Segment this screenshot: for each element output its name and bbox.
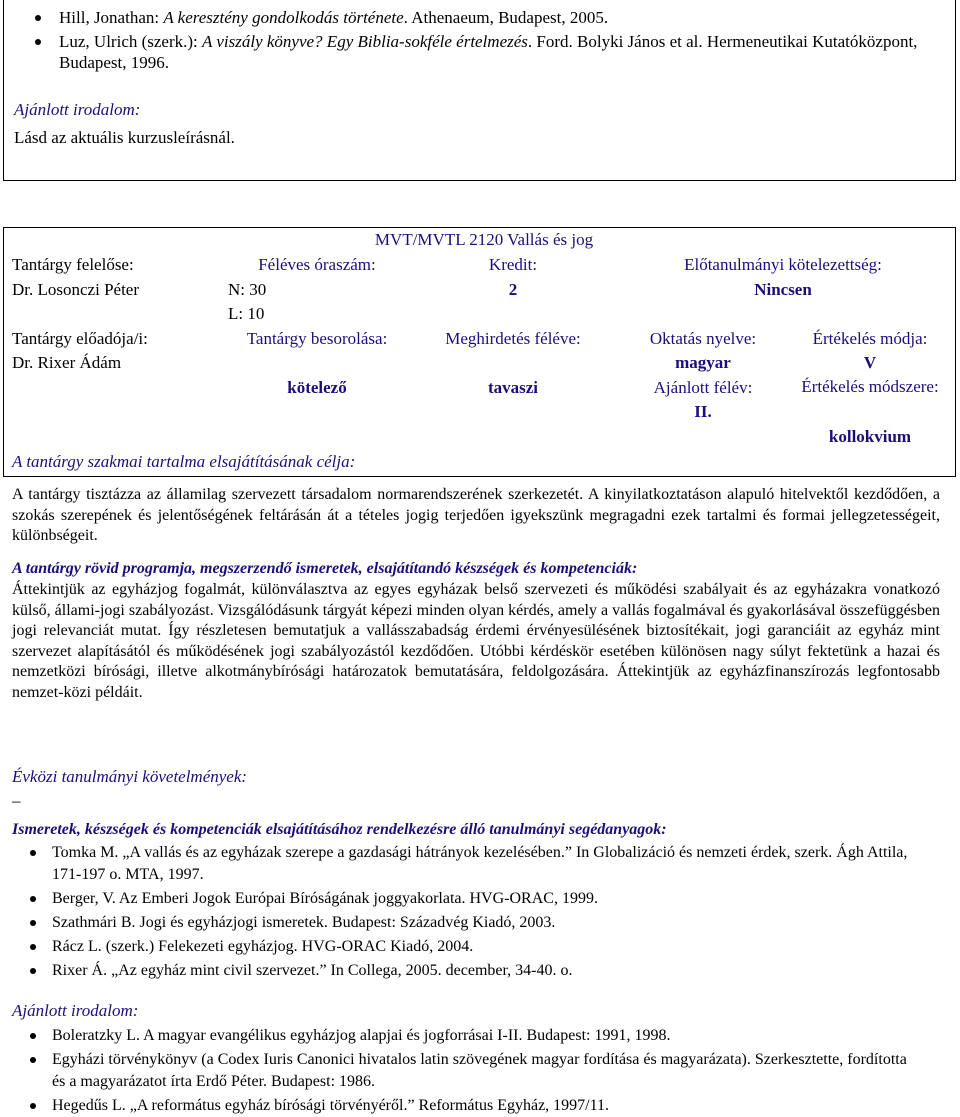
language-label: Oktatás nyelve: — [649, 329, 757, 348]
classification-label: Tantárgy besorolása: — [246, 329, 388, 348]
recommended-literature-heading: Ajánlott irodalom: — [12, 1001, 139, 1020]
goal-text: A tantárgy tisztázza az államilag szervezett társadalom normarendszerének szerkezetét. A kinyilatkoztatáson alapuló hitelvektől kezdődően, a szokás szerepének és jelentőségének feltárásán át a tételes jogig terjedően igyekszünk megragadni ezek tartalmi és formai jellegzetességeit, különbségeit. — [12, 486, 940, 544]
course-title: MVT/MVTL 2120 Vallás és jog — [374, 230, 594, 249]
lecturer-label: Tantárgy előadója/i: — [12, 329, 148, 348]
prereq-value: Nincsen — [754, 280, 812, 299]
recommended-semester-label: Ajánlott félév: — [653, 378, 753, 397]
eval-method-label: Értékelés módszere: — [801, 377, 939, 396]
list-item: Berger, V. Az Emberi Jogok Európai Bíróságának joggyakorlata. HVG-ORAC, 1999. — [12, 888, 917, 910]
lecturer-name: Dr. Rixer Ádám — [12, 353, 122, 372]
list-item: Szathmári B. Jogi és egyházjogi ismeretek. Budapest: Századvég Kiadó, 2003. — [12, 912, 917, 934]
hours-n: N: 30 — [228, 280, 267, 299]
eval-method-value: kollokvium — [828, 427, 912, 446]
list-item: Hegedűs L. „A református egyház bírósági törvényéről.” Református Egyház, 1997/11. — [12, 1095, 917, 1117]
requirements-text: – — [12, 791, 21, 810]
goal-heading: A tantárgy szakmai tartalma elsajátításának célja: — [12, 452, 356, 471]
program-text: Áttekintjük az egyházjog fogalmát, különválasztva az egyes egyházak belső szervezeti és működési szabályait és az egyházakra vonatkozó külső, állami-jogi szabályozást. Vizsgálódásunk tárgyát képezi minden olyan kérdés, amely a vallás fogalmával és gyakorlásával összefüggésben jogi relevanciát mutat. Így részletesen bemutatjuk a vallásszabadság érdemi érvényesülésének biztosítékait, jogi garanciáit az egyház mint szervezet alapításától és működésének jogi szabályozástól kezdődően. Utóbbi kérdéskör esetében különösen nagy súlyt fektetünk a hazai és nemzetközi bírósági, illetve alkotmánybírósági határozatok bemutatására, feldolgozására. Áttekintjük az egyházfinanszírozás legfontosabb nemzet-közi példáit. — [12, 581, 940, 701]
list-item: Luz, Ulrich (szerk.): A viszály könyve? Egy Biblia-sokféle értelmezés. Ford. Bolyki János et al. Hermeneutikai Kutatóközpont, Budapest, 1996. — [17, 31, 939, 73]
hours-label: Féléves óraszám: — [258, 255, 376, 274]
credit-value: 2 — [508, 280, 518, 299]
list-item: Rixer Á. „Az egyház mint civil szervezet.” In Collega, 2005. december, 34-40. o. — [12, 960, 917, 982]
credit-label: Kredit: — [488, 255, 538, 274]
prereq-label: Előtanulmányi kötelezettség: — [684, 255, 882, 274]
program-heading: A tantárgy rövid programja, megszerzendő ismeretek, elsajátítandó készségek és kompetenciák: — [12, 560, 638, 577]
previous-course-box — [3, 0, 956, 181]
materials-list — [12, 842, 917, 982]
recommended-text: Lásd az aktuális kurzusleírásnál. — [14, 128, 235, 147]
recommended-heading: Ajánlott irodalom: — [14, 100, 141, 119]
recommended-semester-value: II. — [694, 402, 712, 421]
semester-value: tavaszi — [487, 378, 539, 397]
language-value: magyar — [675, 353, 731, 372]
semester-label: Meghirdetés féléve: — [445, 329, 581, 348]
eval-mode-value: V — [863, 353, 877, 372]
list-item: Tomka M. „A vallás és az egyházak szerepe a gazdasági hátrányok kezelésében.” In Globalizáció és nemzeti érdek, szerk. Ágh Attila, 171-197 o. MTA, 1997. — [12, 842, 917, 886]
list-item: Boleratzky L. A magyar evangélikus egyházjog alapjai és jogforrásai I-II. Budapest: 1991, 1998. — [12, 1025, 917, 1047]
recommended-list — [12, 1025, 917, 1117]
classification-value: kötelező — [287, 378, 347, 397]
eval-mode-label: Értékelés módja: — [812, 329, 928, 348]
literature-list — [59, 7, 939, 73]
list-item: Hill, Jonathan: A keresztény gondolkodás története. Athenaeum, Budapest, 2005. — [17, 7, 939, 28]
list-item: Rácz L. (szerk.) Felekezeti egyházjog. HVG-ORAC Kiadó, 2004. — [12, 936, 917, 958]
requirements-heading: Évközi tanulmányi követelmények: — [12, 767, 248, 786]
hours-l: L: 10 — [228, 304, 265, 323]
list-item: Egyházi törvénykönyv (a Codex Iuris Canonici hivatalos latin szövegének magyar fordítása és magyarázata). Szerkesztette, fordította és a magyarázatot írta Erdő Péter. Budapest: 1986. — [12, 1049, 917, 1093]
responsible-label: Tantárgy felelőse: — [12, 255, 134, 274]
responsible-name: Dr. Losonczi Péter — [12, 280, 139, 299]
materials-heading: Ismeretek, készségek és kompetenciák elsajátításához rendelkezésre álló tanulmányi segédanyagok: — [12, 821, 667, 838]
